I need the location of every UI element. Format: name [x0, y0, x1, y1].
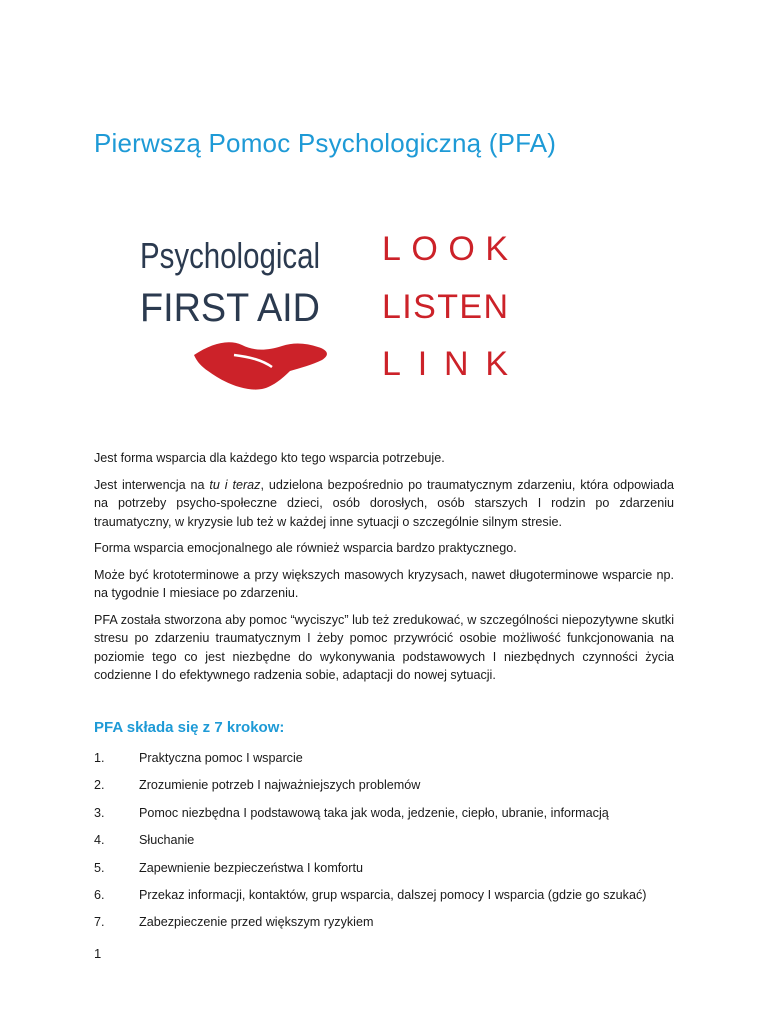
- step-number: 2.: [94, 778, 105, 793]
- step-number: 4.: [94, 833, 105, 848]
- paragraph-support-form: Forma wsparcia emocjonalnego ale również wsparcia bardzo praktycznego.: [94, 541, 517, 555]
- psychological-first-aid-logo: [94, 205, 544, 405]
- page-number: 1: [94, 946, 102, 961]
- step-number: 1.: [94, 751, 105, 765]
- paragraph-intervention-emphasis: tu i teraz: [209, 477, 261, 492]
- paragraph-purpose: PFA została stworzona aby pomoc “wyciszyc” lub też zredukować, w szczególności niepozytywne skutki stresu po zdarzeniu traumatycznym I żeby pomoc przywrócić osobie możliwość funkcjonowania na poziomie tego co jest niezbędne do wykonywania podstawowych I niezbędnych czynności życia codzienne I do efektywnego radzenia sobie, adaptacji do nowej sytuacji.: [94, 612, 674, 682]
- step-text: Pomoc niezbędna I podstawową taka jak woda, jedzenie, ciepło, ubranie, informacją: [139, 805, 609, 820]
- hand-icon: [194, 342, 327, 389]
- paragraph-intervention-lead: Jest interwencja na: [94, 477, 210, 492]
- step-text: Przekaz informacji, kontaktów, grup wsparcia, dalszej pomocy I wsparcia (gdzie go szukać): [139, 887, 647, 902]
- step-text: Słuchanie: [139, 833, 195, 848]
- page-title: Pierwszą Pomoc Psychologiczną (PFA): [94, 128, 557, 158]
- step-text: Zrozumienie potrzeb I najważniejszych problemów: [139, 778, 421, 793]
- logo-word-link: LINK: [382, 345, 508, 383]
- paragraph-definition: Jest forma wsparcia dla każdego kto tego wsparcia potrzebuje.: [94, 451, 445, 465]
- logo-word-listen: LISTEN: [382, 288, 508, 326]
- paragraph-intervention-rest: , udzielona bezpośrednio po traumatycznym zdarzeniu, która odpowiada na potrzeby psycho-społeczne dzieci, osób dorosłych, osób starszych I rodzin po zdarzeniu traumatyczny, w kryzysie lub też w każdej inne sytuacji o szczególnie silnym stresie.: [94, 477, 675, 529]
- logo-word-look: LOOK: [382, 230, 508, 268]
- step-number: 5.: [94, 860, 105, 875]
- step-number: 6.: [94, 887, 105, 902]
- body-text: [94, 449, 674, 693]
- paragraph-intervention: [94, 476, 674, 532]
- step-number: 3.: [94, 805, 105, 820]
- step-text: Zabezpieczenie przed większym ryzykiem: [139, 915, 374, 930]
- step-text: Zapewnienie bezpieczeństwa I komfortu: [139, 860, 364, 875]
- logo-line-first-aid: FIRST AID: [140, 286, 320, 330]
- step-text: Praktyczna pomoc I wsparcie: [139, 751, 303, 765]
- logo-line-psychological: Psychological: [140, 235, 320, 276]
- steps-heading: PFA składa się z 7 krokow:: [94, 719, 285, 736]
- paragraph-duration: Może być krototerminowe a przy większych masowych kryzysach, nawet długoterminowe wsparcie np. na tygodnie I miesiace po zdarzeniu.: [94, 567, 674, 600]
- step-number: 7.: [94, 915, 105, 930]
